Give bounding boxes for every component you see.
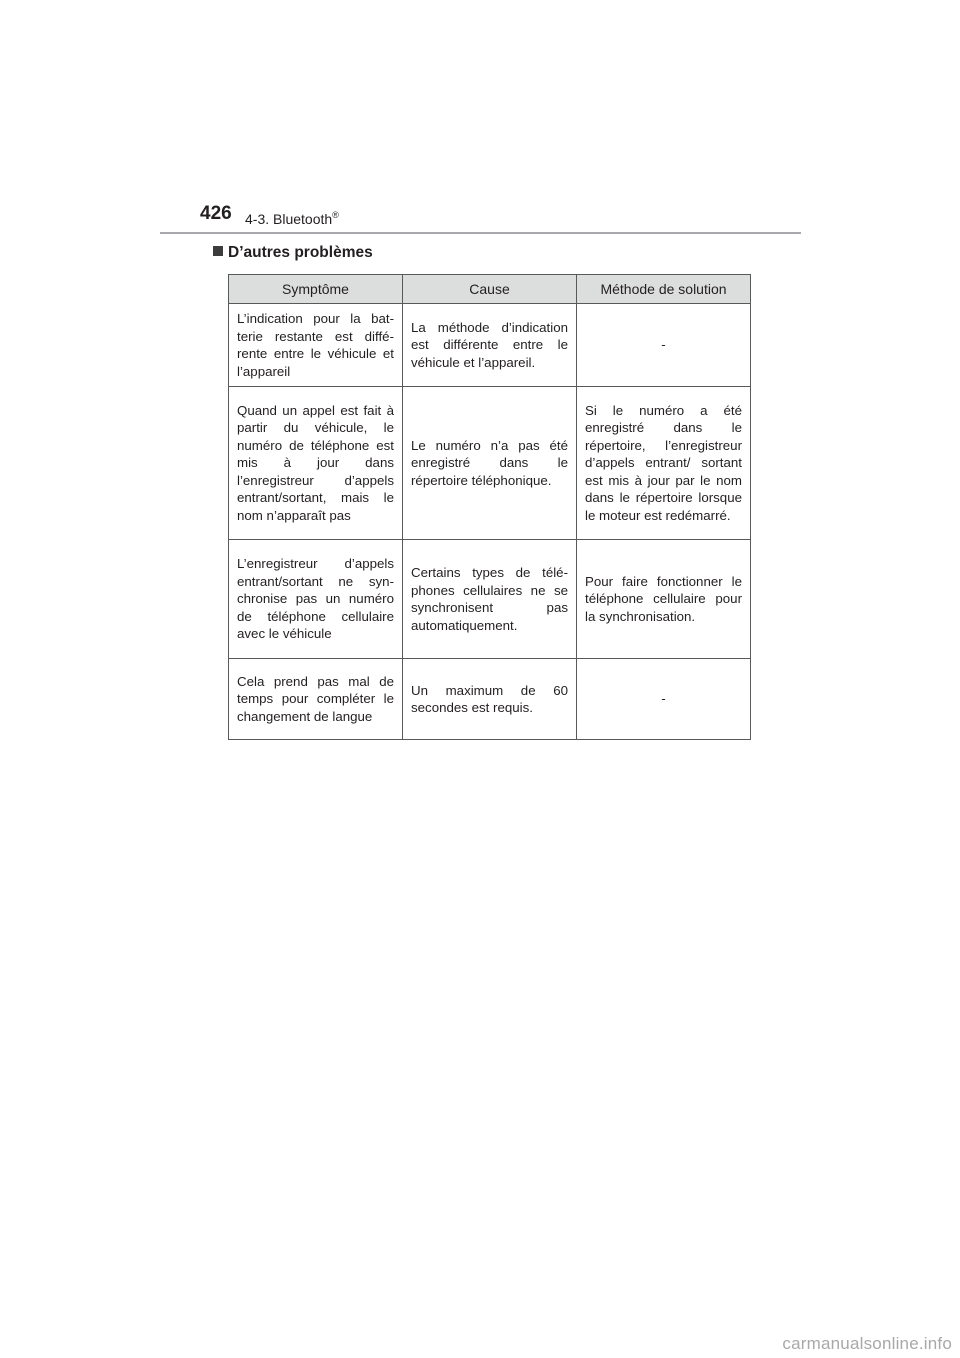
cell-cause: Le numéro n’a pas été enregistré dans le répertoire téléphonique. (403, 387, 577, 540)
cell-symptom: L’indication pour la batterie restante est différente entre le véhicule et l’appareil (229, 304, 403, 387)
header-rule (160, 232, 801, 234)
cell-solution: Si le numéro a été enregistré dans le répertoire, l’enregistreur d’appels entrant/ sortant est mis à jour par le nom dans le répertoire lorsque le moteur est redémarré. (577, 387, 751, 540)
subheading (213, 243, 373, 263)
section-title (245, 206, 339, 228)
cell-solution: Pour faire fonctionner le téléphone cellulaire pour la synchronisation. (577, 540, 751, 659)
watermark: carmanualsonline.info (782, 1334, 952, 1353)
table-header-row (229, 275, 751, 304)
cell-solution: - (577, 659, 751, 740)
table-row (229, 304, 751, 387)
table-row (229, 659, 751, 740)
subheading-text: D’autres problèmes (228, 244, 373, 261)
registered-mark: ® (332, 210, 339, 220)
page-number: 426 (200, 203, 232, 224)
section-title-text: 4-3. Bluetooth (245, 211, 333, 227)
column-header-symptom: Symptôme (229, 275, 403, 304)
troubleshooting-table (228, 274, 750, 740)
column-header-solution: Méthode de solution (577, 275, 751, 304)
table-row (229, 540, 751, 659)
cell-cause: Certains types de téléphones cellulaires ne se synchronisent pas automatiquement. (403, 540, 577, 659)
cell-cause: Un maximum de 60 secondes est requis. (403, 659, 577, 740)
cell-symptom: L’enregistreur d’appels entrant/sortant ne synchronise pas un numéro de téléphone cellulaire avec le véhicule (229, 540, 403, 659)
cell-symptom: Cela prend pas mal de temps pour compléter le changement de langue (229, 659, 403, 740)
column-header-cause: Cause (403, 275, 577, 304)
table-row (229, 387, 751, 540)
cell-solution: - (577, 304, 751, 387)
cell-symptom: Quand un appel est fait à partir du véhicule, le numéro de téléphone est mis à jour dans l’enregistreur d’appels entrant/sortant, mais le nom n’apparaît pas (229, 387, 403, 540)
cell-cause: La méthode d’indication est différente entre le véhicule et l’appareil. (403, 304, 577, 387)
square-bullet-icon (213, 246, 223, 256)
